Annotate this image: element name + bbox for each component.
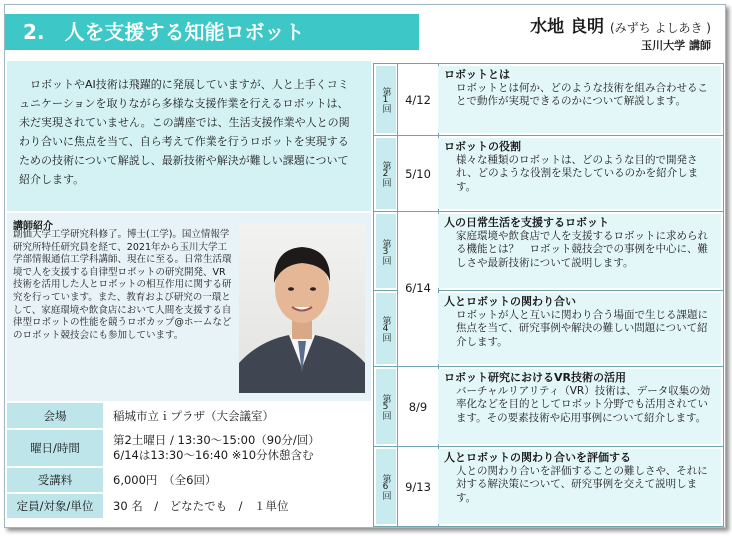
info-value-line: 6/14は13:30～16:40 ※10分休憩含む [113, 448, 314, 462]
info-label: 曜日/時間 [7, 429, 103, 467]
session-description: ロボットとは何か、どのような技術を組み合わせることで動作が実現できるのかについて解説します。 [456, 82, 708, 108]
session-description: 人との関わり合いを評価することの難しさや、それに対する解決策について、研究事例を交えて説明します。 [456, 465, 708, 504]
schedule-row [374, 367, 723, 447]
lecturer-kana: (みずち よしあき ) [610, 21, 711, 35]
session-title: 人とロボットの関わり合い [444, 295, 576, 308]
session-date: 6/14 [405, 281, 431, 295]
lecturer-photo [239, 223, 365, 393]
course-title: 2. 人を支援する知能ロボット [5, 14, 419, 50]
info-label: 会場 [7, 403, 103, 429]
session-content [438, 138, 721, 209]
info-row-capacity [7, 493, 371, 519]
schedule-row [374, 291, 723, 367]
info-row-schedule [7, 429, 371, 467]
info-value: 稲城市立ｉプラザ（大会議室） [103, 403, 371, 429]
session-number: 第1回 [376, 66, 396, 133]
header [5, 5, 725, 57]
lecturer-profile [7, 213, 371, 401]
course-card [4, 4, 726, 528]
session-content [438, 449, 721, 524]
session-description: 様々な種類のロボットは、どのような目的で開発され、どのような役割を果たしているのかを紹介します。 [456, 154, 699, 193]
info-value [103, 429, 371, 467]
info-row-fee [7, 467, 371, 493]
info-label: 定員/対象/単位 [7, 493, 103, 519]
session-description: バーチャルリアリティ（VR）技術は、データ収集の効率化などを目的としてロボット分野でも活用されています。その要素技術や応用事例について紹介します。 [456, 385, 711, 424]
schedule-row [374, 447, 723, 526]
lecturer-affiliation: 玉川大学 講師 [641, 39, 711, 52]
info-value: 30 名 / どなたでも / １単位 [103, 493, 371, 519]
info-value-line: 第2土曜日 / 13:30～15:00（90分/回） [113, 433, 320, 447]
session-date: 8/9 [408, 399, 428, 414]
left-column [7, 61, 371, 525]
session-number: 第3回 [376, 214, 396, 288]
schedule-row [374, 212, 723, 295]
profile-heading: 講師紹介 [13, 221, 53, 232]
session-title: ロボットとは [444, 68, 510, 81]
session-content [438, 214, 721, 288]
session-number: 第6回 [376, 449, 396, 524]
session-title: 人の日常生活を支援するロボット [444, 216, 609, 229]
session-content [438, 66, 721, 133]
session-date: 9/13 [405, 479, 431, 494]
session-number: 第2回 [376, 138, 396, 209]
course-info-table [7, 403, 371, 520]
course-introduction: ロボットやAI技術は飛躍的に発展していますが、人と上手くコミュニケーションを取りながら多様な支援作業を行えるロボットは、未だ実現されていません。この講座では、生活支援作業や人との関わり合いに焦点を当て、自ら考えて作業を行うロボットを実現するための技術について解説し、最新技術や解決が難しい課題について紹介します。 [7, 61, 371, 211]
info-row-venue [7, 403, 371, 429]
session-description: 家庭環境や飲食店で人を支援するロボットに求められる機能とは？ ロボット競技会での事例を中心に、難しさや最新技術について説明します。 [456, 230, 708, 269]
session-description: ロボットが人と互いに関わり合う場面で生じる課題に焦点を当て、研究事例や解決の難しい問題について紹介します。 [456, 309, 708, 348]
session-title: ロボットの役割 [444, 140, 521, 153]
session-title: 人とロボットの関わり合いを評価する [444, 451, 631, 464]
session-number: 第4回 [376, 293, 396, 364]
info-label: 受講料 [7, 467, 103, 493]
session-date: 4/12 [405, 92, 431, 107]
session-content [438, 369, 721, 444]
lecturer-name-text: 水地 良明 [530, 17, 604, 37]
session-title: ロボット研究におけるVR技術の活用 [444, 371, 626, 384]
session-date: 5/10 [405, 166, 431, 181]
profile-text: 創価大学工学研究科修了。博士(工学)。国立情報学研究所特任研究員を経て、2021年から玉川大学工学部情報通信工学科講師、現在に至る。日常生活環境で人を支援する自律型ロボットの研究開発、VR技術を活用した人とロボットの相互作用に関する研究を行っています。また、教育および研究の一環として、家庭環境や飲食店において人間を支援する自律型ロボットの性能を競うロボカップ@ホームなどのロボット競技会にも参加しています。 [13, 229, 232, 341]
lecturer-portrait-image [239, 223, 365, 393]
schedule-table [373, 63, 724, 527]
divider [397, 291, 398, 366]
schedule-row [374, 136, 723, 212]
info-value: 6,000円 （全6回） [103, 467, 371, 493]
session-number: 第5回 [376, 369, 396, 444]
lecturer-name [530, 12, 711, 37]
schedule-row [374, 64, 723, 136]
session-content [438, 293, 721, 364]
